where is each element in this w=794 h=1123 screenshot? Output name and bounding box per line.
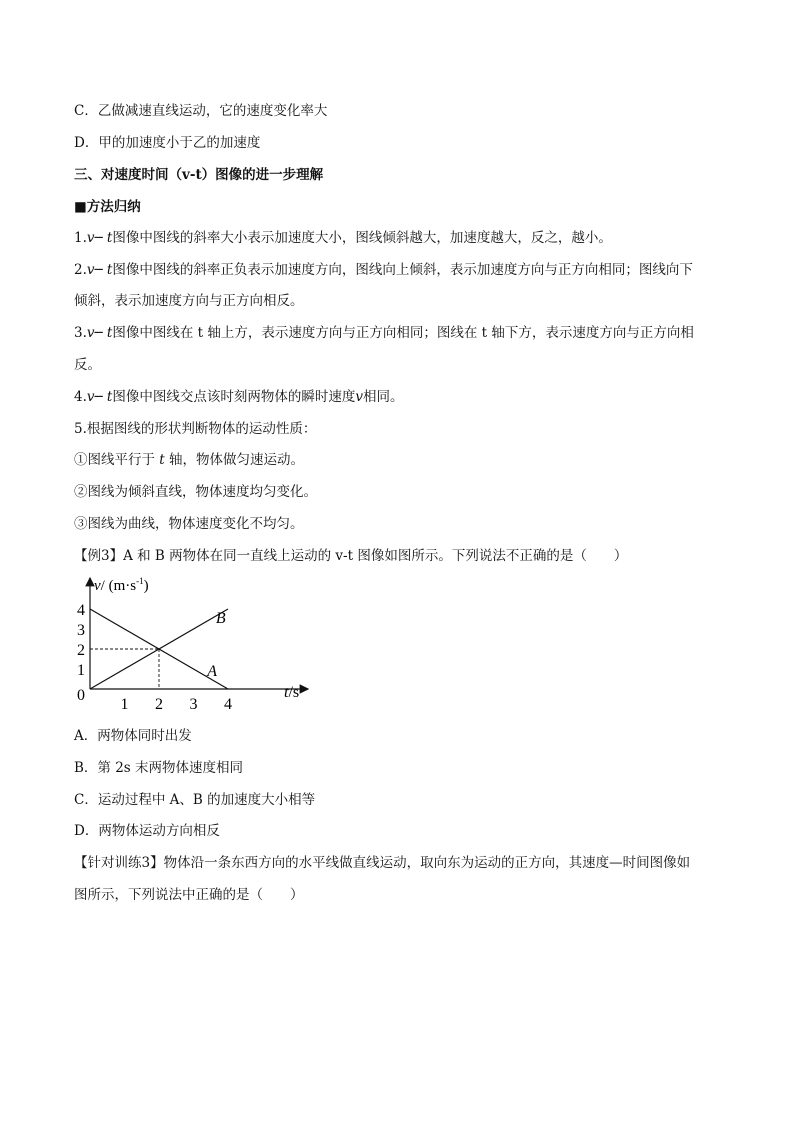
option-a: A．两物体同时出发 bbox=[74, 728, 192, 744]
training-3-line2: 图所示，下列说法中正确的是（ ） bbox=[74, 887, 304, 903]
series-label-b: B bbox=[215, 610, 226, 627]
method-3 bbox=[74, 324, 694, 342]
method-3-cont: 反。 bbox=[74, 357, 101, 373]
vt-symbol: v─ t bbox=[86, 262, 113, 278]
t-symbol: t bbox=[159, 452, 165, 468]
section-title: 三、对速度时间（v-t）图像的进一步理解 bbox=[74, 167, 324, 183]
option-d: D．两物体运动方向相反 bbox=[74, 823, 220, 839]
case-2: ②图线为倾斜直线，物体速度均匀变化。 bbox=[74, 484, 317, 500]
method-3-prefix: 3. bbox=[74, 325, 87, 341]
method-4-prefix: 4. bbox=[74, 389, 87, 405]
case-1 bbox=[74, 451, 304, 469]
example-3-question: 【例3】A 和 B 两物体在同一直线上运动的 v-t 图像如图所示。下列说法不正确的是（ ） bbox=[74, 548, 628, 564]
x-tick-label: 4 bbox=[224, 696, 232, 713]
vt-graph bbox=[70, 574, 320, 714]
y-tick-label: 1 bbox=[77, 662, 85, 679]
x-tick-label: 3 bbox=[189, 696, 198, 713]
y-tick-label: 4 bbox=[77, 602, 85, 619]
case-1-b: 轴，物体做匀速运动。 bbox=[169, 452, 305, 468]
method-2 bbox=[74, 261, 693, 279]
option-c: C．运动过程中 A、B 的加速度大小相等 bbox=[74, 792, 316, 808]
v-symbol: v bbox=[355, 389, 364, 405]
method-1-prefix: 1. bbox=[74, 230, 87, 246]
method-2-text: 图像中图线的斜率正负表示加速度方向，图线向上倾斜，表示加速度方向与正方向相同；图线向下 bbox=[112, 262, 693, 278]
method-2-cont: 倾斜，表示加速度方向与正方向相反。 bbox=[74, 293, 304, 309]
case-3: ③图线为曲线，物体速度变化不均匀。 bbox=[74, 516, 304, 532]
method-title: ■方法归纳 bbox=[74, 199, 141, 215]
vt-symbol: v─ t bbox=[86, 325, 113, 341]
series-label-a: A bbox=[207, 663, 218, 680]
method-1 bbox=[74, 229, 612, 247]
option-d-top: D．甲的加速度小于乙的加速度 bbox=[74, 135, 261, 151]
case-1-a: ①图线平行于 bbox=[74, 452, 155, 468]
x-tick-label: 1 bbox=[120, 696, 129, 713]
option-b: B．第 2s 末两物体速度相同 bbox=[74, 760, 244, 776]
method-2-prefix: 2. bbox=[74, 262, 87, 278]
method-4-end: 相同。 bbox=[363, 389, 404, 405]
method-4-text: 图像中图线交点该时刻两物体的瞬时速度 bbox=[112, 389, 356, 405]
x-tick-label: 2 bbox=[155, 696, 163, 713]
y-tick-label: 2 bbox=[77, 642, 85, 659]
training-3-line1: 【针对训练3】物体沿一条东西方向的水平线做直线运动，取向东为运动的正方向，其速度—时间图像如 bbox=[74, 855, 691, 871]
option-c-top: C．乙做减速直线运动，它的速度变化率大 bbox=[74, 103, 328, 119]
method-3-text: 图像中图线在 t 轴上方，表示速度方向与正方向相同；图线在 t 轴下方，表示速度方向与正方向相 bbox=[112, 325, 694, 341]
method-1-text: 图像中图线的斜率大小表示加速度大小，图线倾斜越大，加速度越大，反之，越小。 bbox=[112, 230, 612, 246]
y-tick-label: 3 bbox=[77, 622, 85, 639]
vt-symbol: v─ t bbox=[86, 230, 113, 246]
vt-symbol: v─ t bbox=[86, 389, 113, 405]
x-axis-label: t/s bbox=[284, 684, 300, 701]
y-axis-label: v/ $(m\cdot s^{-1})$ bbox=[94, 576, 149, 594]
method-5: 5.根据图线的形状判断物体的运动性质： bbox=[74, 421, 317, 437]
method-4 bbox=[74, 388, 404, 406]
origin-label: 0 bbox=[77, 687, 85, 704]
